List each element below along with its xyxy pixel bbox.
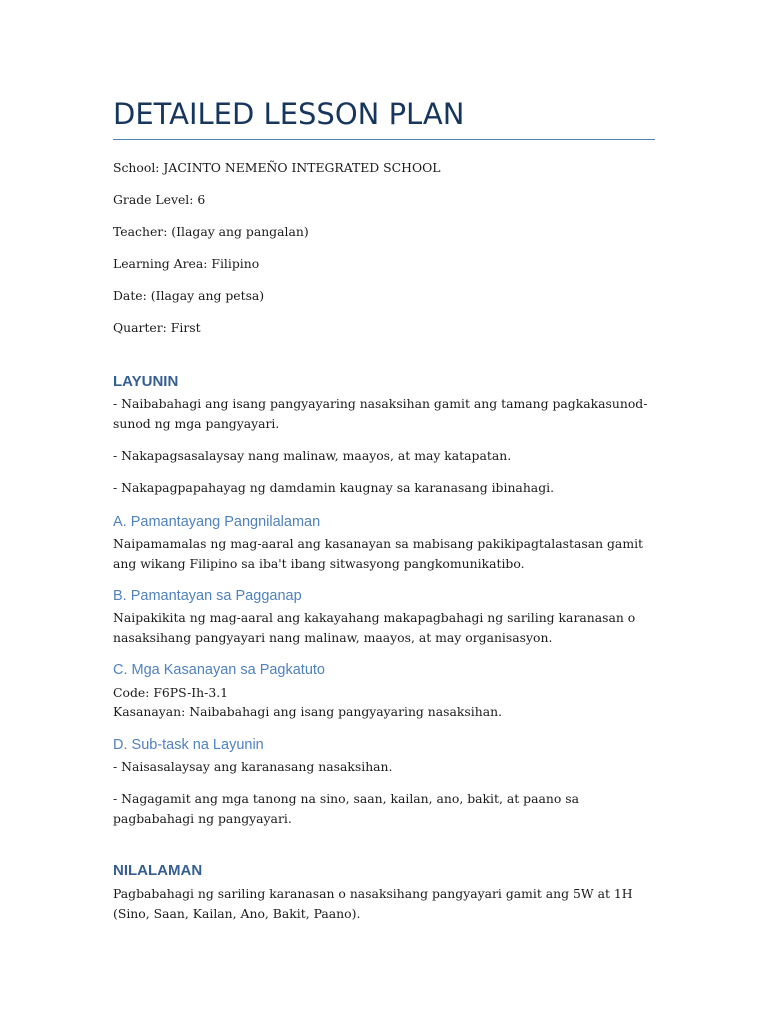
grade-level-line: Grade Level: 6: [113, 192, 206, 207]
learning-area-line: Learning Area: Filipino: [113, 256, 260, 271]
kasanayan-text: Kasanayan: Naibabahagi ang isang pangyayaring nasaksihan.: [113, 704, 503, 719]
layunin-heading: LAYUNIN: [113, 373, 179, 390]
subtask-item: - Naisasalaysay ang karanasang nasaksihan.: [113, 759, 393, 774]
school-line: School: JACINTO NEMEÑO INTEGRATED SCHOOL: [113, 160, 441, 175]
layunin-item: - Nakapagpapahayag ng damdamin kaugnay sa karanasang ibinahagi.: [113, 480, 555, 495]
pamantayan-sa-pagganap-heading: B. Pamantayan sa Pagganap: [113, 588, 302, 604]
date-line: Date: (Ilagay ang petsa): [113, 288, 265, 303]
teacher-line: Teacher: (Ilagay ang pangalan): [113, 224, 309, 239]
pamantayan-sa-pagganap-text: Naipakikita ng mag-aaral ang kakayahang makapagbahagi ng sariling karanasan o nasaksihang pangyayari nang malinaw, maayos, at may organisasyon.: [113, 610, 636, 645]
quarter-line: Quarter: First: [113, 320, 201, 335]
title-underline: [113, 139, 655, 140]
layunin-item: - Nakapagsasalaysay nang malinaw, maayos, at may katapatan.: [113, 448, 512, 463]
kasanayan-heading: C. Mga Kasanayan sa Pagkatuto: [113, 662, 325, 678]
pamantayang-pangnilalaman-heading: A. Pamantayang Pangnilalaman: [113, 514, 321, 530]
nilalaman-heading: NILALAMAN: [113, 862, 203, 879]
layunin-item: - Naibabahagi ang isang pangyayaring nasaksihan gamit ang tamang pagkakasunod-sunod ng mga pangyayari.: [113, 396, 648, 431]
pamantayang-pangnilalaman-text: Naipamamalas ng mag-aaral ang kasanayan sa mabisang pakikipagtalastasan gamit ang wikang Filipino sa iba't ibang sitwasyong pangkomunikatibo.: [113, 536, 644, 571]
subtask-heading: D. Sub-task na Layunin: [113, 737, 264, 753]
document-title: DETAILED LESSON PLAN: [113, 97, 465, 131]
subtask-item: - Nagagamit ang mga tanong na sino, saan, kailan, ano, bakit, at paano sa pagbabahagi ng pangyayari.: [113, 791, 580, 826]
nilalaman-text: Pagbabahagi ng sariling karanasan o nasaksihang pangyayari gamit ang 5W at 1H (Sino, Saan, Kailan, Ano, Bakit, Paano).: [113, 886, 633, 921]
kasanayan-code: Code: F6PS-Ih-3.1: [113, 685, 229, 700]
